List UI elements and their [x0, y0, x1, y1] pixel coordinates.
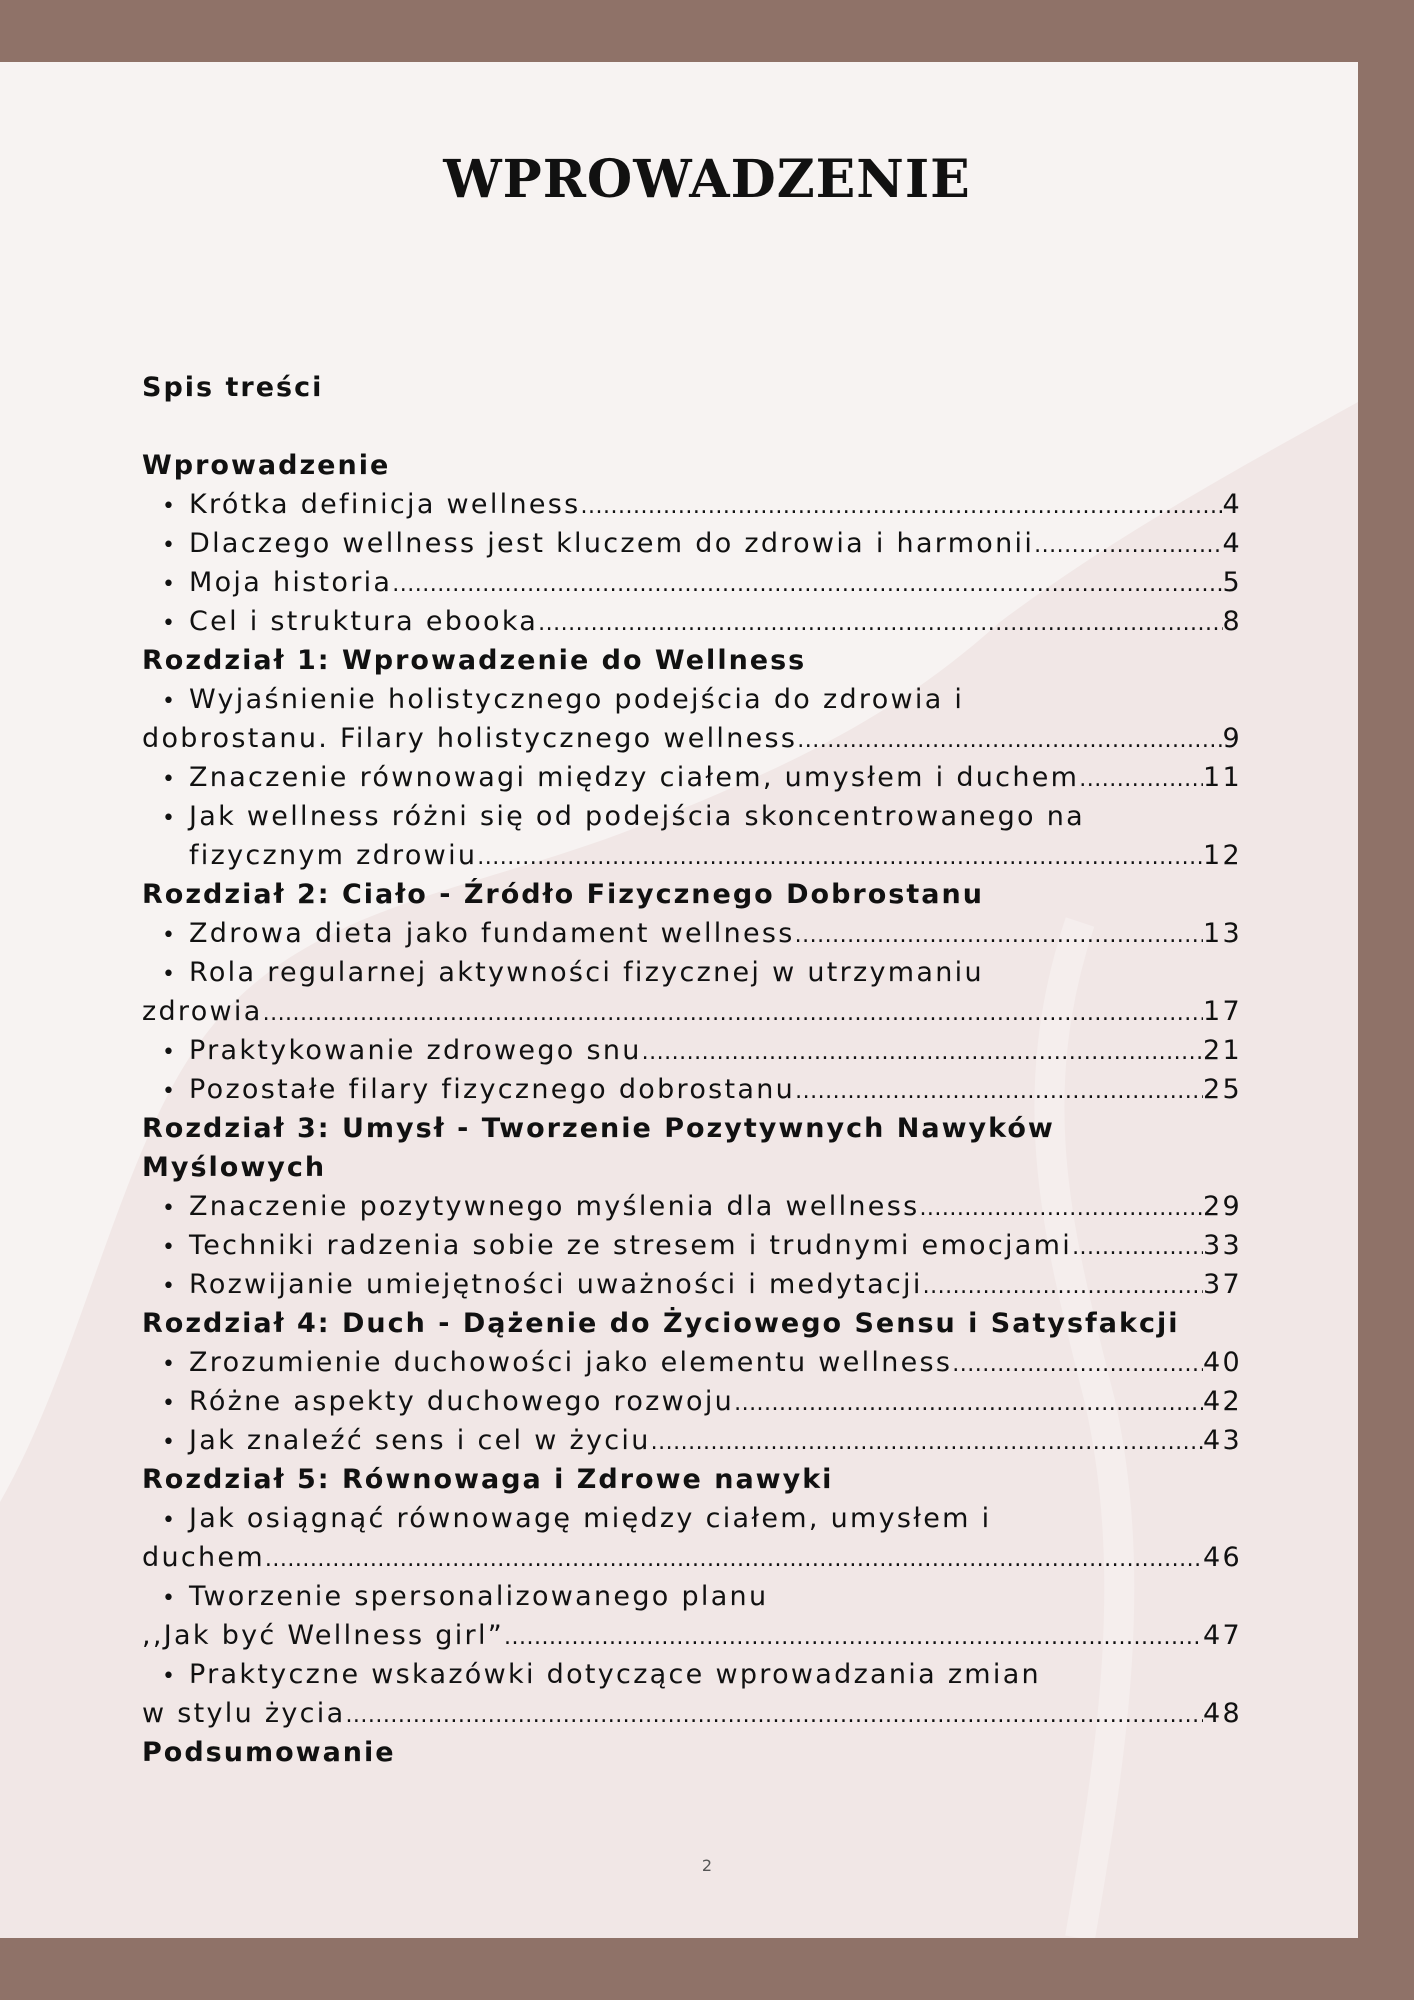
toc-section-title: Rozdział 2: Ciało - Źródło Fizycznego Dobrostanu — [142, 879, 984, 910]
toc-section-title: Wprowadzenie — [142, 450, 391, 481]
toc-entry-text: Zdrowa dieta jako fundament wellness — [189, 918, 795, 949]
toc-section-title: Rozdział 1: Wprowadzenie do Wellness — [142, 645, 807, 676]
toc-entry-text: Jak znaleźć sens i cel w życiu — [189, 1425, 651, 1456]
toc-entry-text: Cel i struktura ebooka — [189, 606, 539, 637]
toc-entry-text: Pozostałe filary fizycznego dobrostanu — [189, 1074, 796, 1105]
toc-entry-text: Wyjaśnienie holistycznego podejścia do zdrowia i — [189, 684, 965, 715]
dot-leader — [952, 1345, 1203, 1382]
toc-entry[interactable] — [142, 1499, 1242, 1538]
toc-entry[interactable] — [142, 1538, 1242, 1577]
bullet-icon: • — [162, 806, 178, 831]
toc-entry-text: dobrostanu. Filary holistycznego wellness — [142, 723, 798, 754]
page-number: 2 — [701, 1856, 713, 1875]
toc-page-number: 5 — [1222, 567, 1242, 598]
toc-entry-text: duchem — [142, 1542, 265, 1573]
bullet-icon: • — [162, 1508, 178, 1533]
toc-entry[interactable] — [142, 1577, 1242, 1616]
toc-entry[interactable] — [142, 1226, 1242, 1265]
dot-leader — [797, 721, 1222, 758]
toc-section-title: Rozdział 4: Duch - Dążenie do Życiowego Sensu i Satysfakcji — [142, 1308, 1180, 1339]
toc-entry-text: Zrozumienie duchowości jako elementu wellness — [189, 1347, 953, 1378]
dot-leader — [923, 1267, 1203, 1304]
toc-entry[interactable] — [142, 524, 1242, 563]
toc-page-number: 12 — [1203, 840, 1242, 871]
dot-leader — [1079, 760, 1203, 797]
toc-section-title: Rozdział 5: Równowaga i Zdrowe nawyki — [142, 1464, 834, 1495]
toc-entry-text: ,,Jak być Wellness girl” — [142, 1620, 505, 1651]
dot-leader — [263, 994, 1203, 1031]
dot-leader — [538, 604, 1222, 641]
bullet-icon: • — [162, 533, 178, 558]
toc-entry[interactable] — [142, 1694, 1242, 1733]
toc-section-title-cont: Myślowych — [142, 1152, 327, 1183]
toc-page-number: 48 — [1203, 1698, 1242, 1729]
toc-entry-text: Różne aspekty duchowego rozwoju — [189, 1386, 735, 1417]
bullet-icon: • — [162, 1586, 178, 1611]
toc-entry-text: Jak wellness różni się od podejścia skoncentrowanego na — [189, 801, 1086, 832]
bullet-icon: • — [162, 1040, 178, 1065]
bullet-icon: • — [162, 923, 178, 948]
bullet-icon: • — [162, 767, 178, 792]
bullet-icon: • — [162, 962, 178, 987]
bullet-icon: • — [162, 1430, 178, 1455]
toc-entry[interactable] — [142, 563, 1242, 602]
dot-leader — [1034, 526, 1222, 563]
toc-page-number: 33 — [1203, 1230, 1242, 1261]
bullet-icon: • — [162, 1352, 178, 1377]
toc-entry[interactable] — [142, 914, 1242, 953]
bullet-icon: • — [162, 1664, 178, 1689]
page-title: WPROWADZENIE — [443, 149, 971, 210]
toc-entry[interactable] — [142, 758, 1242, 797]
toc-page-number: 11 — [1203, 762, 1242, 793]
toc-entry-text: Tworzenie spersonalizowanego planu — [189, 1581, 769, 1612]
toc-entry-text: Moja historia — [189, 567, 393, 598]
toc-page-number: 17 — [1203, 996, 1242, 1027]
bullet-icon: • — [162, 689, 178, 714]
toc-entry[interactable] — [142, 1187, 1242, 1226]
dot-leader — [345, 1696, 1203, 1733]
toc-entry[interactable] — [142, 797, 1242, 836]
dot-leader — [504, 1618, 1203, 1655]
bullet-icon: • — [162, 1274, 178, 1299]
toc-spacer — [142, 407, 1242, 446]
toc-heading: Spis treści — [142, 372, 324, 403]
toc-entry[interactable] — [142, 953, 1242, 992]
toc-page-number: 25 — [1203, 1074, 1242, 1105]
bullet-icon: • — [162, 1391, 178, 1416]
bullet-icon: • — [162, 1079, 178, 1104]
dot-leader — [581, 487, 1223, 524]
dot-leader — [651, 1423, 1203, 1460]
toc-entry-text: zdrowia — [142, 996, 263, 1027]
dot-leader — [392, 565, 1222, 602]
dot-leader — [734, 1384, 1203, 1421]
toc-entry-text: Znaczenie pozytywnego myślenia dla wellness — [189, 1191, 920, 1222]
toc-entry[interactable] — [142, 1070, 1242, 1109]
toc-entry[interactable] — [142, 1031, 1242, 1070]
toc-page-number: 8 — [1222, 606, 1242, 637]
toc-entry[interactable] — [142, 1265, 1242, 1304]
toc-entry[interactable] — [142, 1382, 1242, 1421]
toc-page-number: 13 — [1203, 918, 1242, 949]
toc-page-number: 43 — [1203, 1425, 1242, 1456]
dot-leader — [265, 1540, 1203, 1577]
toc-entry-text: Rola regularnej aktywności fizycznej w utrzymaniu — [189, 957, 984, 988]
toc-page-number: 4 — [1222, 489, 1242, 520]
dot-leader — [1072, 1228, 1203, 1265]
toc-entry[interactable] — [142, 1655, 1242, 1694]
toc-entry[interactable] — [142, 992, 1242, 1031]
dot-leader — [795, 1072, 1203, 1109]
toc-entry-text: w stylu życia — [142, 1698, 346, 1729]
toc-entry-text: Praktyczne wskazówki dotyczące wprowadzania zmian — [189, 1659, 1041, 1690]
toc-entry[interactable] — [142, 836, 1242, 875]
bullet-icon: • — [162, 611, 178, 636]
toc-page-number: 4 — [1222, 528, 1242, 559]
toc-section-title: Rozdział 3: Umysł - Tworzenie Pozytywnych Nawyków — [142, 1113, 1055, 1144]
toc-section-title: Podsumowanie — [142, 1737, 396, 1768]
toc-entry-text: Techniki radzenia sobie ze stresem i trudnymi emocjami — [189, 1230, 1073, 1261]
dot-leader — [477, 838, 1203, 875]
toc-page-number: 47 — [1203, 1620, 1242, 1651]
toc-page-number: 37 — [1203, 1269, 1242, 1300]
toc-entry-text: Rozwijanie umiejętności uważności i medytacji — [189, 1269, 923, 1300]
toc-entry-text: Znaczenie równowagi między ciałem, umysłem i duchem — [189, 762, 1080, 793]
toc-entry[interactable] — [142, 485, 1242, 524]
bullet-icon: • — [162, 494, 178, 519]
toc-page-number: 21 — [1203, 1035, 1242, 1066]
toc-page-number: 46 — [1203, 1542, 1242, 1573]
table-of-contents — [142, 368, 1242, 1772]
toc-entry[interactable] — [142, 1421, 1242, 1460]
bullet-icon: • — [162, 572, 178, 597]
toc-page-number: 29 — [1203, 1191, 1242, 1222]
toc-entry[interactable] — [142, 1343, 1242, 1382]
toc-page-number: 42 — [1203, 1386, 1242, 1417]
toc-entry[interactable] — [142, 719, 1242, 758]
dot-leader — [919, 1189, 1203, 1226]
toc-entry-text: Krótka definicja wellness — [189, 489, 581, 520]
dot-leader — [795, 916, 1203, 953]
toc-entry-text: Praktykowanie zdrowego snu — [189, 1035, 642, 1066]
bullet-icon: • — [162, 1196, 178, 1221]
toc-entry-text: Jak osiągnąć równowagę między ciałem, umysłem i — [189, 1503, 992, 1534]
dot-leader — [642, 1033, 1203, 1070]
toc-page-number: 40 — [1203, 1347, 1242, 1378]
toc-page-number: 9 — [1222, 723, 1242, 754]
toc-entry[interactable] — [142, 680, 1242, 719]
toc-entry[interactable] — [142, 1616, 1242, 1655]
toc-entry-text: Dlaczego wellness jest kluczem do zdrowia i harmonii — [189, 528, 1035, 559]
bullet-icon: • — [162, 1235, 178, 1260]
toc-entry[interactable] — [142, 602, 1242, 641]
toc-entry-text: fizycznym zdrowiu — [189, 840, 478, 871]
